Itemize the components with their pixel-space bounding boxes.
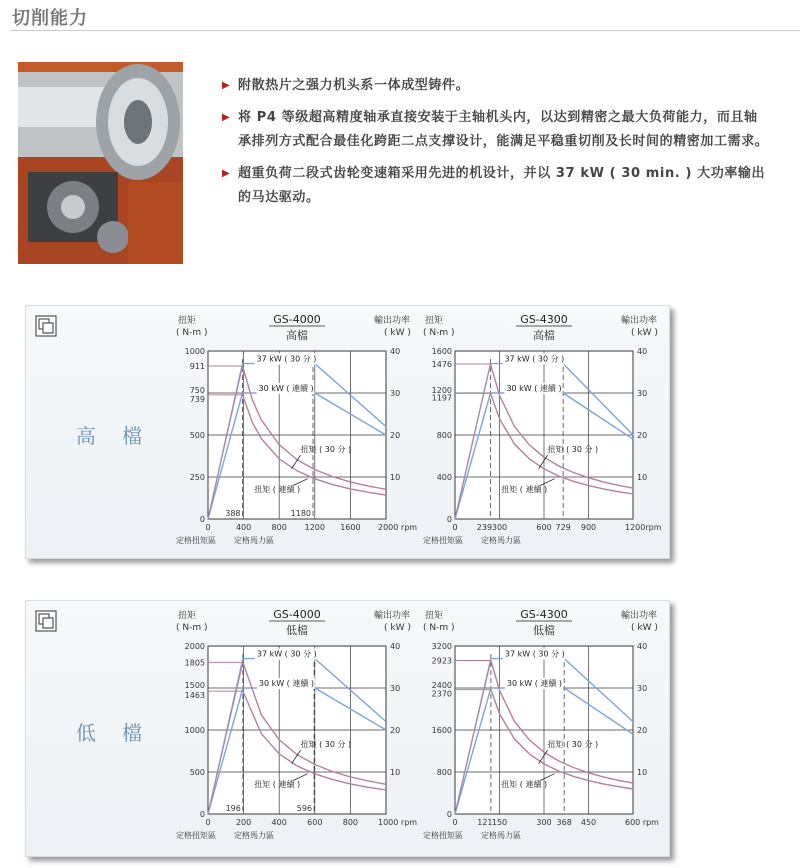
chart-1 bbox=[423, 313, 662, 545]
x-tick-label: 450 bbox=[580, 818, 597, 827]
x-tick-label: 400 bbox=[235, 523, 252, 532]
y-left-tick-label: 2400 bbox=[431, 681, 452, 690]
marker-label: 1180 bbox=[290, 509, 312, 518]
y-left-tick-label: 800 bbox=[436, 768, 452, 777]
y-right-tick-label: 40 bbox=[637, 347, 648, 356]
y-left-tick-label: 1463 bbox=[184, 691, 205, 701]
marker-label: 388 bbox=[225, 509, 241, 518]
y-left-tick-label: 0 bbox=[199, 810, 205, 819]
annotation-label: 30 kW ( 連續 ) bbox=[506, 679, 563, 688]
x-tick-label: 0 bbox=[205, 523, 211, 532]
chart-gear-subtitle: 低檔 bbox=[286, 624, 308, 637]
ylabel-right-unit: ( kW ) bbox=[631, 328, 658, 338]
bullet-arrow-icon: ▶ bbox=[222, 168, 231, 179]
y-left-tick-label: 739 bbox=[189, 394, 205, 404]
bullet-arrow-icon: ▶ bbox=[222, 112, 231, 123]
y-right-tick-label: 20 bbox=[637, 431, 648, 440]
y-left-tick-label: 1600 bbox=[431, 726, 452, 735]
y-right-tick-label: 20 bbox=[390, 726, 401, 735]
annotation-label: 扭矩 ( 30 分 ) bbox=[547, 739, 599, 749]
annotation-label: 37 kW ( 30 分 ) bbox=[504, 649, 565, 659]
y-left-tick-label: 1197 bbox=[431, 393, 452, 403]
y-right-tick-label: 10 bbox=[637, 473, 648, 482]
ylabel-right-title: 輸出功率 bbox=[374, 316, 411, 326]
marker-label: 121 bbox=[477, 818, 493, 827]
y-left-tick-label: 1000 bbox=[184, 347, 205, 356]
x-tick-label: 150 bbox=[491, 818, 508, 827]
gear-label-high: 高 檔 bbox=[75, 424, 153, 448]
ylabel-right-title: 輸出功率 bbox=[621, 316, 658, 326]
annotation-label: 扭矩 ( 30 分 ) bbox=[300, 444, 352, 454]
region-label: 定格扭矩區 bbox=[423, 831, 463, 840]
x-tick-label: 1200rpm bbox=[625, 523, 662, 532]
ylabel-left-title: 扭矩 bbox=[425, 611, 444, 621]
ylabel-right-unit: ( kW ) bbox=[631, 623, 658, 633]
region-label: 定格扭矩區 bbox=[176, 831, 216, 840]
chart-gs4000-high bbox=[176, 311, 666, 553]
x-tick-label: 0 bbox=[452, 818, 458, 827]
y-left-tick-label: 2923 bbox=[431, 656, 452, 666]
x-tick-label: 600 rpm bbox=[625, 818, 659, 827]
y-right-tick-label: 10 bbox=[390, 473, 401, 482]
chart-2 bbox=[176, 608, 417, 840]
region-label: 定格馬力區 bbox=[481, 536, 521, 545]
y-left-tick-label: 1200 bbox=[431, 386, 452, 395]
y-left-tick-label: 3200 bbox=[431, 642, 452, 651]
chart-model-title: GS-4000 bbox=[273, 608, 321, 621]
y-right-tick-label: 40 bbox=[637, 642, 648, 651]
marker-label: 368 bbox=[556, 818, 572, 827]
title-divider bbox=[10, 30, 800, 31]
chart-model-title: GS-4300 bbox=[520, 313, 568, 326]
annotation-label: 37 kW ( 30 分 ) bbox=[504, 354, 565, 364]
ylabel-right-unit: ( kW ) bbox=[384, 328, 411, 338]
x-tick-label: 300 bbox=[536, 818, 552, 827]
chart-0 bbox=[176, 313, 417, 545]
y-left-tick-label: 911 bbox=[189, 361, 205, 371]
chart-gear-subtitle: 高檔 bbox=[533, 329, 555, 342]
y-right-tick-label: 10 bbox=[637, 768, 648, 777]
annotation-label: 30 kW ( 連續 ) bbox=[506, 384, 562, 393]
y-left-tick-label: 750 bbox=[189, 386, 205, 395]
y-left-tick-label: 500 bbox=[189, 431, 205, 440]
y-left-tick-label: 0 bbox=[446, 810, 452, 819]
region-label: 定格馬力區 bbox=[234, 831, 274, 840]
y-right-tick-label: 30 bbox=[637, 389, 648, 398]
region-label: 定格扭矩區 bbox=[176, 536, 216, 545]
marker-label: 729 bbox=[555, 523, 571, 532]
feature-list bbox=[222, 74, 770, 218]
ylabel-left-unit: ( N-m ) bbox=[176, 328, 208, 338]
feature-item: ▶ 附散热片之强力机头系一体成型铸件。 bbox=[222, 74, 770, 98]
y-right-tick-label: 30 bbox=[637, 684, 648, 693]
region-label: 定格馬力區 bbox=[481, 831, 521, 840]
ylabel-left-unit: ( N-m ) bbox=[176, 623, 208, 633]
ylabel-right-unit: ( kW ) bbox=[384, 623, 411, 633]
chart-gs4000-low bbox=[176, 606, 666, 852]
marker-label: 239 bbox=[476, 523, 493, 532]
x-tick-label: 600 bbox=[536, 523, 552, 532]
y-right-tick-label: 30 bbox=[390, 389, 401, 398]
region-label: 定格馬力區 bbox=[234, 536, 274, 545]
chart-gear-subtitle: 低檔 bbox=[533, 624, 555, 637]
chart-3 bbox=[423, 608, 659, 840]
feature-item: ▶ 将 P4 等级超高精度轴承直接安装于主轴机头内，以达到精密之最大负荷能力，而且轴承排列方式配合最佳化跨距二点支撑设计，能满足平稳重切削及长时间的精密加工需求。 bbox=[222, 106, 770, 154]
y-left-tick-label: 1500 bbox=[184, 681, 205, 690]
x-tick-label: 200 bbox=[235, 818, 252, 827]
y-left-tick-label: 2000 bbox=[184, 642, 205, 651]
x-tick-label: 1600 bbox=[340, 523, 361, 532]
marker-label: 596 bbox=[296, 804, 313, 813]
y-left-tick-label: 1476 bbox=[431, 360, 452, 370]
chart-gear-subtitle: 高檔 bbox=[286, 329, 308, 342]
annotation-label: 扭矩 ( 連續 ) bbox=[501, 485, 548, 495]
x-tick-label: 600 bbox=[307, 818, 323, 827]
annotation-label: 扭矩 ( 30 分 ) bbox=[547, 444, 599, 454]
x-tick-label: 0 bbox=[205, 818, 211, 827]
chart-model-title: GS-4000 bbox=[273, 313, 321, 326]
ylabel-right-title: 輸出功率 bbox=[621, 611, 658, 621]
y-right-tick-label: 20 bbox=[390, 431, 401, 440]
copy-icon[interactable] bbox=[35, 315, 57, 337]
y-left-tick-label: 800 bbox=[436, 431, 452, 440]
annotation-label: 扭矩 ( 連續 ) bbox=[254, 485, 301, 495]
y-left-tick-label: 400 bbox=[436, 473, 452, 482]
x-tick-label: 900 bbox=[580, 523, 597, 532]
region-label: 定格扭矩區 bbox=[423, 536, 463, 545]
annotation-label: 30 kW ( 連續 ) bbox=[258, 384, 314, 393]
ylabel-right-title: 輸出功率 bbox=[374, 611, 411, 621]
copy-icon[interactable] bbox=[35, 610, 57, 632]
x-tick-label: 0 bbox=[452, 523, 458, 532]
ylabel-left-title: 扭矩 bbox=[178, 316, 197, 326]
x-tick-label: 300 bbox=[491, 523, 508, 532]
annotation-label: 37 kW ( 30 分 ) bbox=[256, 354, 317, 364]
x-tick-label: 800 bbox=[342, 818, 359, 827]
y-left-tick-label: 1805 bbox=[184, 658, 205, 668]
y-left-tick-label: 0 bbox=[446, 515, 452, 524]
x-tick-label: 1000 rpm bbox=[378, 818, 418, 827]
gear-label-low: 低 檔 bbox=[75, 721, 153, 745]
y-right-tick-label: 20 bbox=[637, 726, 648, 735]
y-right-tick-label: 10 bbox=[390, 768, 401, 777]
annotation-label: 37 kW ( 30 分 ) bbox=[256, 649, 317, 659]
annotation-label: 扭矩 ( 連續 ) bbox=[254, 780, 301, 790]
y-left-tick-label: 250 bbox=[189, 473, 205, 482]
x-tick-label: 1200 bbox=[304, 523, 325, 532]
chart-model-title: GS-4300 bbox=[520, 608, 568, 621]
x-tick-label: 400 bbox=[271, 818, 287, 827]
ylabel-left-title: 扭矩 bbox=[425, 316, 444, 326]
y-right-tick-label: 40 bbox=[390, 347, 401, 356]
ylabel-left-unit: ( N-m ) bbox=[423, 623, 455, 633]
annotation-label: 扭矩 ( 連續 ) bbox=[501, 780, 548, 790]
annotation-label: 扭矩 ( 30 分 ) bbox=[300, 739, 352, 749]
y-right-tick-label: 30 bbox=[390, 684, 401, 693]
y-left-tick-label: 500 bbox=[189, 768, 205, 777]
ylabel-left-unit: ( N-m ) bbox=[423, 328, 455, 338]
y-right-tick-label: 40 bbox=[390, 642, 401, 651]
x-tick-label: 2000 rpm bbox=[378, 523, 418, 532]
feature-item: ▶ 超重负荷二段式齿轮变速箱采用先进的机设计，并以 37 kW ( 30 min. ) 大功率输出的马达驱动。 bbox=[222, 162, 770, 210]
chart-panel-low-gear bbox=[25, 600, 670, 857]
y-left-tick-label: 1000 bbox=[184, 726, 205, 735]
ylabel-left-title: 扭矩 bbox=[178, 611, 197, 621]
x-tick-label: 800 bbox=[271, 523, 287, 532]
chart-panel-high-gear bbox=[25, 305, 670, 559]
y-left-tick-label: 0 bbox=[199, 515, 205, 524]
spindle-gearbox-photo bbox=[18, 62, 183, 264]
annotation-label: 30 kW ( 連續 ) bbox=[258, 679, 315, 688]
y-left-tick-label: 2370 bbox=[431, 689, 452, 699]
page-title: 切削能力 bbox=[12, 8, 88, 29]
bullet-arrow-icon: ▶ bbox=[222, 80, 231, 91]
marker-label: 196 bbox=[225, 804, 241, 813]
y-left-tick-label: 1600 bbox=[431, 347, 452, 356]
